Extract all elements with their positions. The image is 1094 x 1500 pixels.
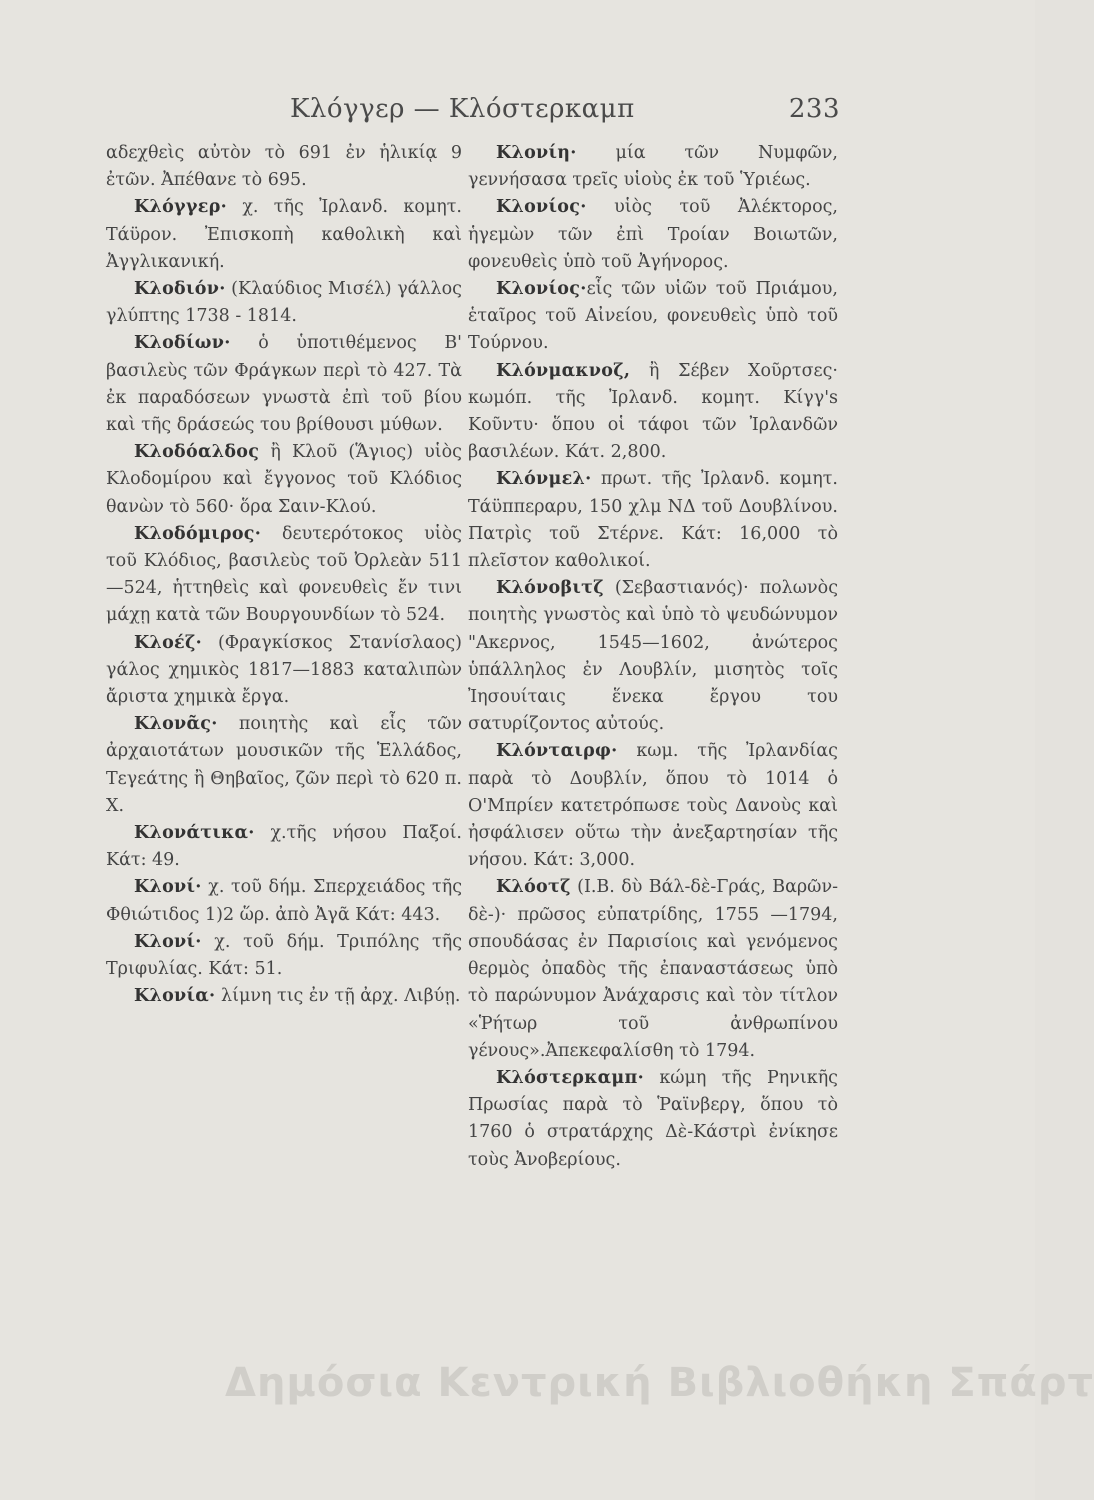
entry-headword: Κλόνταιρφ· [496, 741, 618, 762]
entry-text: κωμ. τῆς Ἰρλανδίας παρὰ τὸ Δουβλίν, ὅπου τὸ 1014 ὁ Ο'Μπρίεν κατετρόπωσε τοὺς Δανοὺς καὶ ἠσφάλισεν οὕτω τὴν ἀνεξαρτησίαν τῆς νήσου. Κάτ: 3,000. [468, 741, 838, 871]
dictionary-entry [106, 874, 462, 928]
entry-headword: Κλόνμελ· [496, 469, 592, 490]
entry-text: υἱὸς τοῦ Ἀλέκτορος, ἡγεμὼν τῶν ἐπὶ Τροίαν Βοιωτῶν, φονευθεὶς ὑπὸ τοῦ Ἀγήνορος. [468, 197, 838, 272]
dictionary-entry [106, 521, 462, 630]
dictionary-entry [468, 194, 838, 276]
dictionary-entry [106, 630, 462, 712]
entry-text: χ. τοῦ δήμ. Τριπόλης τῆς Τριφυλίας. Κάτ: 51. [106, 931, 462, 980]
entry-text: αδεχθεὶς αὐτὸν τὸ 691 ἐν ἡλικίᾳ 9 ἐτῶν. Ἀπέθανε τὸ 695. [106, 143, 462, 191]
entry-headword: Κλονίη· [496, 143, 577, 163]
entry-text: χ. τοῦ δήμ. Σπερχειάδος τῆς Φθιώτιδος 1)2 ὥρ. ἀπὸ Ἀγᾶ Κάτ: 443. [106, 877, 462, 925]
entry-text: ἢ Κλοῦ (Ἅγιος) υἱὸς Κλοδομίρου καὶ ἔγγονος τοῦ Κλόδιος θανὼν τὸ 560· ὅρα Σαιν-Κλού. [106, 442, 462, 517]
entry-text: (Κλαύδιος Μισέλ) γάλλος γλύπτης 1738 - 1814. [106, 279, 462, 327]
dictionary-entry [106, 276, 462, 330]
entry-headword: Κλοέζ· [134, 632, 203, 653]
entry-text: χ. τῆς Ἰρλανδ. κομητ. Τάϋρον. Ἐπισκοπὴ καθολικὴ καὶ Ἀγγλικανική. [106, 197, 462, 272]
dictionary-entry [468, 358, 838, 467]
dictionary-entry [468, 276, 838, 358]
entry-headword: Κλονᾶς· [134, 714, 218, 735]
entry-headword: Κλονία· [134, 986, 216, 1007]
dictionary-entry [106, 711, 462, 820]
entry-headword: Κλόγγερ· [134, 197, 228, 218]
entry-headword: Κλονί· [134, 877, 202, 898]
dictionary-entry [106, 194, 462, 276]
dictionary-entry [106, 983, 462, 1010]
entry-headword: Κλονίος· [496, 279, 587, 300]
entry-headword: Κλοδίων· [134, 333, 231, 354]
entry-headword: Κλονί· [134, 931, 202, 952]
dictionary-entry [468, 575, 838, 738]
entry-text: κώμη τῆς Ρηνικῆς Πρωσίας παρὰ τὸ Ῥαϊνβεργ, ὅπου τὸ 1760 ὁ στρατάρχης Δὲ-Κάστρὶ ἐνίκησε τοὺς Ἀνοβερίους. [468, 1067, 838, 1170]
running-title: Κλόγγερ — Κλόστερκαμπ [290, 94, 635, 124]
dictionary-entry [468, 738, 838, 874]
entry-text: χ.τῆς νήσου Παξοί. Κάτ: 49. [106, 823, 462, 871]
entry-text: ἢ Σέβεν Χοῦρτσες· κωμόπ. τῆς Ἰρλανδ. κομητ. Κίγγ's Κοῦντυ· ὅπου οἱ τάφοι τῶν Ἰρλανδῶν βασιλέων. Κάτ. 2,800. [468, 360, 838, 463]
entry-text: ποιητὴς καὶ εἷς τῶν ἀρχαιοτάτων μουσικῶν τῆς Ἑλλάδος, Τεγεάτης ἢ Θηβαῖος, ζῶν περὶ τὸ 620 π. Χ. [106, 714, 462, 816]
entry-text: πρωτ. τῆς Ἰρλανδ. κομητ. Τάϋππεραρυ, 150 χλμ ΝΔ τοῦ Δουβλίνου. Πατρὶς τοῦ Στέρνε. Κάτ: 16,000 τὸ πλεῖστον καθολικοί. [468, 469, 838, 572]
entry-headword: Κλόοτζ [496, 877, 571, 898]
page-header [290, 86, 850, 126]
dictionary-entry [468, 1065, 838, 1174]
entry-text: (Ι.Β. δὺ Βάλ-δὲ-Γράς, Βαρῶν-δὲ-)· πρῶσος εὐπατρίδης, 1755 —1794, σπουδάσας ἐν Παρισίοις καὶ γενόμενος θερμὸς ὀπαδὸς τῆς ἐπαναστάσεως ὑπὸ τὸ παρώνυμον Ἀνάχαρσις καὶ τὸν τίτλον «Ῥήτωρ τοῦ ἀνθρωπίνου γένους».Ἀπεκεφαλίσθη τὸ 1794. [468, 877, 838, 1061]
dictionary-entry [468, 874, 838, 1064]
entry-headword: Κλονίος· [496, 197, 587, 218]
entry-text: δευτερότοκος υἱὸς τοῦ Κλόδιος, βασιλεὺς τοῦ Ὀρλεὰν 511—524, ἡττηθεὶς καὶ φονευθεὶς ἔν τινι μάχῃ κατὰ τῶν Βουργουνδίων τὸ 524. [106, 523, 462, 626]
dictionary-entry [106, 929, 462, 983]
entry-text: λίμνη τις ἐν τῇ ἀρχ. Λιβύῃ. [215, 986, 461, 1007]
dictionary-entry [106, 439, 462, 521]
dictionary-entry [468, 466, 838, 575]
entry-text: εἷς τῶν υἱῶν τοῦ Πριάμου, ἑταῖρος τοῦ Αἰνείου, φονευθεὶς ὑπὸ τοῦ Τούρνου. [468, 279, 838, 354]
left-column [106, 140, 462, 1011]
dictionary-entry [106, 820, 462, 874]
right-column [468, 140, 838, 1174]
entry-headword: Κλόνμακνοζ, [496, 360, 631, 381]
entry-text: (Φραγκίσκος Στανίσλαος) γάλος χημικὸς 1817—1883 καταλιπὼν ἄριστα χημικὰ ἔργα. [106, 632, 462, 708]
library-watermark: Δημόσια Κεντρική Βιβλιοθήκη Σπάρτ [225, 1360, 1094, 1406]
entry-headword: Κλονάτικα· [134, 823, 255, 844]
entry-headword: Κλοδιόν· [134, 279, 226, 300]
page-number: 233 [788, 94, 840, 124]
entry-headword: Κλοδόαλδος [134, 442, 260, 463]
dictionary-entry [468, 140, 838, 194]
entry-headword: Κλόστερκαμπ· [496, 1067, 645, 1088]
dictionary-entry [106, 140, 462, 194]
dictionary-entry [106, 330, 462, 439]
entry-headword: Κλοδόμιρος· [134, 523, 262, 544]
entry-text: (Σεβαστιανός)· πολωνὸς ποιητὴς γνωστὸς καὶ ὑπὸ τὸ ψευδώνυμον "Ακερνος, 1545—1602, ἀνώτερος ὑπάλληλος ἐν Λουβλίν, μισητὸς τοῖς Ἰησουίταις ἕνεκα ἔργου του σατυρίζοντος αὐτούς. [468, 578, 838, 735]
entry-text: μία τῶν Νυμφῶν, γεννήσασα τρεῖς υἱοὺς ἐκ τοῦ Ὑριέως. [468, 143, 838, 191]
entry-text: ὁ ὑποτιθέμενος Β' βασιλεὺς τῶν Φράγκων περὶ τὸ 427. Τὰ ἐκ παραδόσεων γνωστὰ ἐπὶ τοῦ βίου καὶ τῆς δράσεώς του βρίθουσι μύθων. [106, 333, 462, 436]
entry-headword: Κλόνοβιτζ [496, 578, 604, 599]
